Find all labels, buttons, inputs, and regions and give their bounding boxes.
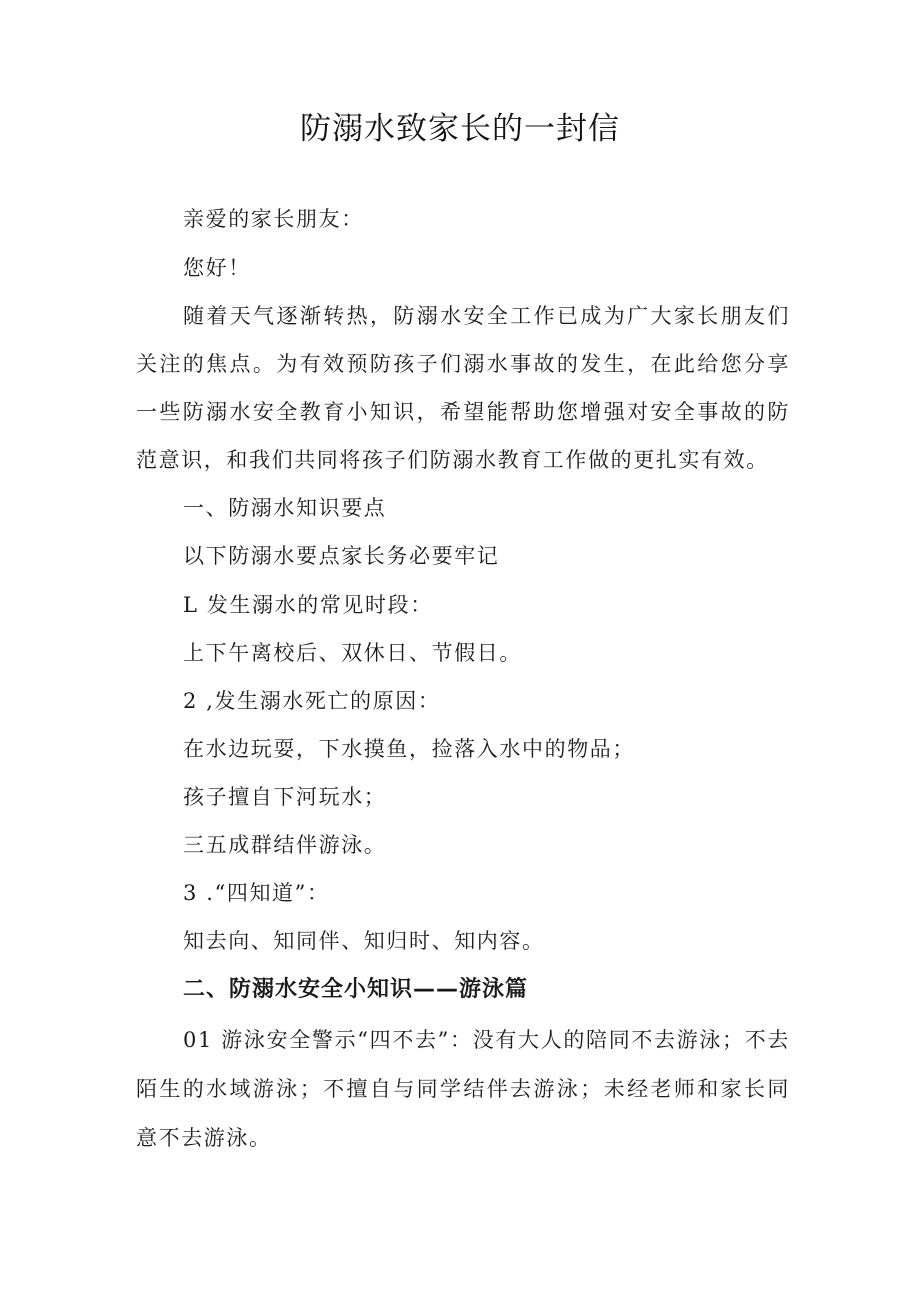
intro-paragraph-line: 范意识，和我们共同将孩子们防溺水教育工作做的更扎实有效。 [136,448,769,472]
section2-heading: 二、防溺水安全小知识——游泳篇 [183,977,529,1002]
item2-body-line: 三五成群结伴游泳。 [183,833,387,857]
intro-paragraph-line: 随着天气逐渐转热，防溺水安全工作已成为广大家长朋友们 [183,304,790,328]
intro-paragraph-line: 一些防溺水安全教育小知识，希望能帮助您增强对安全事故的防 [136,400,790,424]
item1-body: 上下午离校后、双休日、节假日。 [183,641,522,665]
item3-body: 知去向、知同伴、知归时、知内容。 [183,929,545,953]
item3-title: 3 .“四知道”： [183,881,330,905]
greeting: 您好！ [183,256,251,280]
item2-body-line: 在水边玩耍，下水摸鱼，捡落入水中的物品； [183,737,635,761]
item2-body-line: 孩子擅自下河玩水； [183,785,387,809]
section1-heading: 一、防溺水知识要点 [183,496,387,520]
item2-title: 2 ,发生溺水死亡的原因： [183,689,441,713]
salutation: 亲爱的家长朋友： [183,207,364,231]
intro-paragraph-line: 关注的焦点。为有效预防孩子们溺水事故的发生，在此给您分享 [136,352,790,376]
warning-paragraph-line: 陌生的水域游泳；不擅自与同学结伴去游泳；未经老师和家长同 [136,1077,790,1101]
item1-title: L 发生溺水的常见时段： [183,593,433,617]
warning-paragraph-line: 01 游泳安全警示“四不去”：没有大人的陪同不去游泳；不去 [183,1028,790,1052]
section1-note: 以下防溺水要点家长务必要牢记 [183,544,500,568]
warning-paragraph-line: 意不去游泳。 [136,1126,272,1150]
page-title: 防溺水致家长的一封信 [300,111,620,147]
